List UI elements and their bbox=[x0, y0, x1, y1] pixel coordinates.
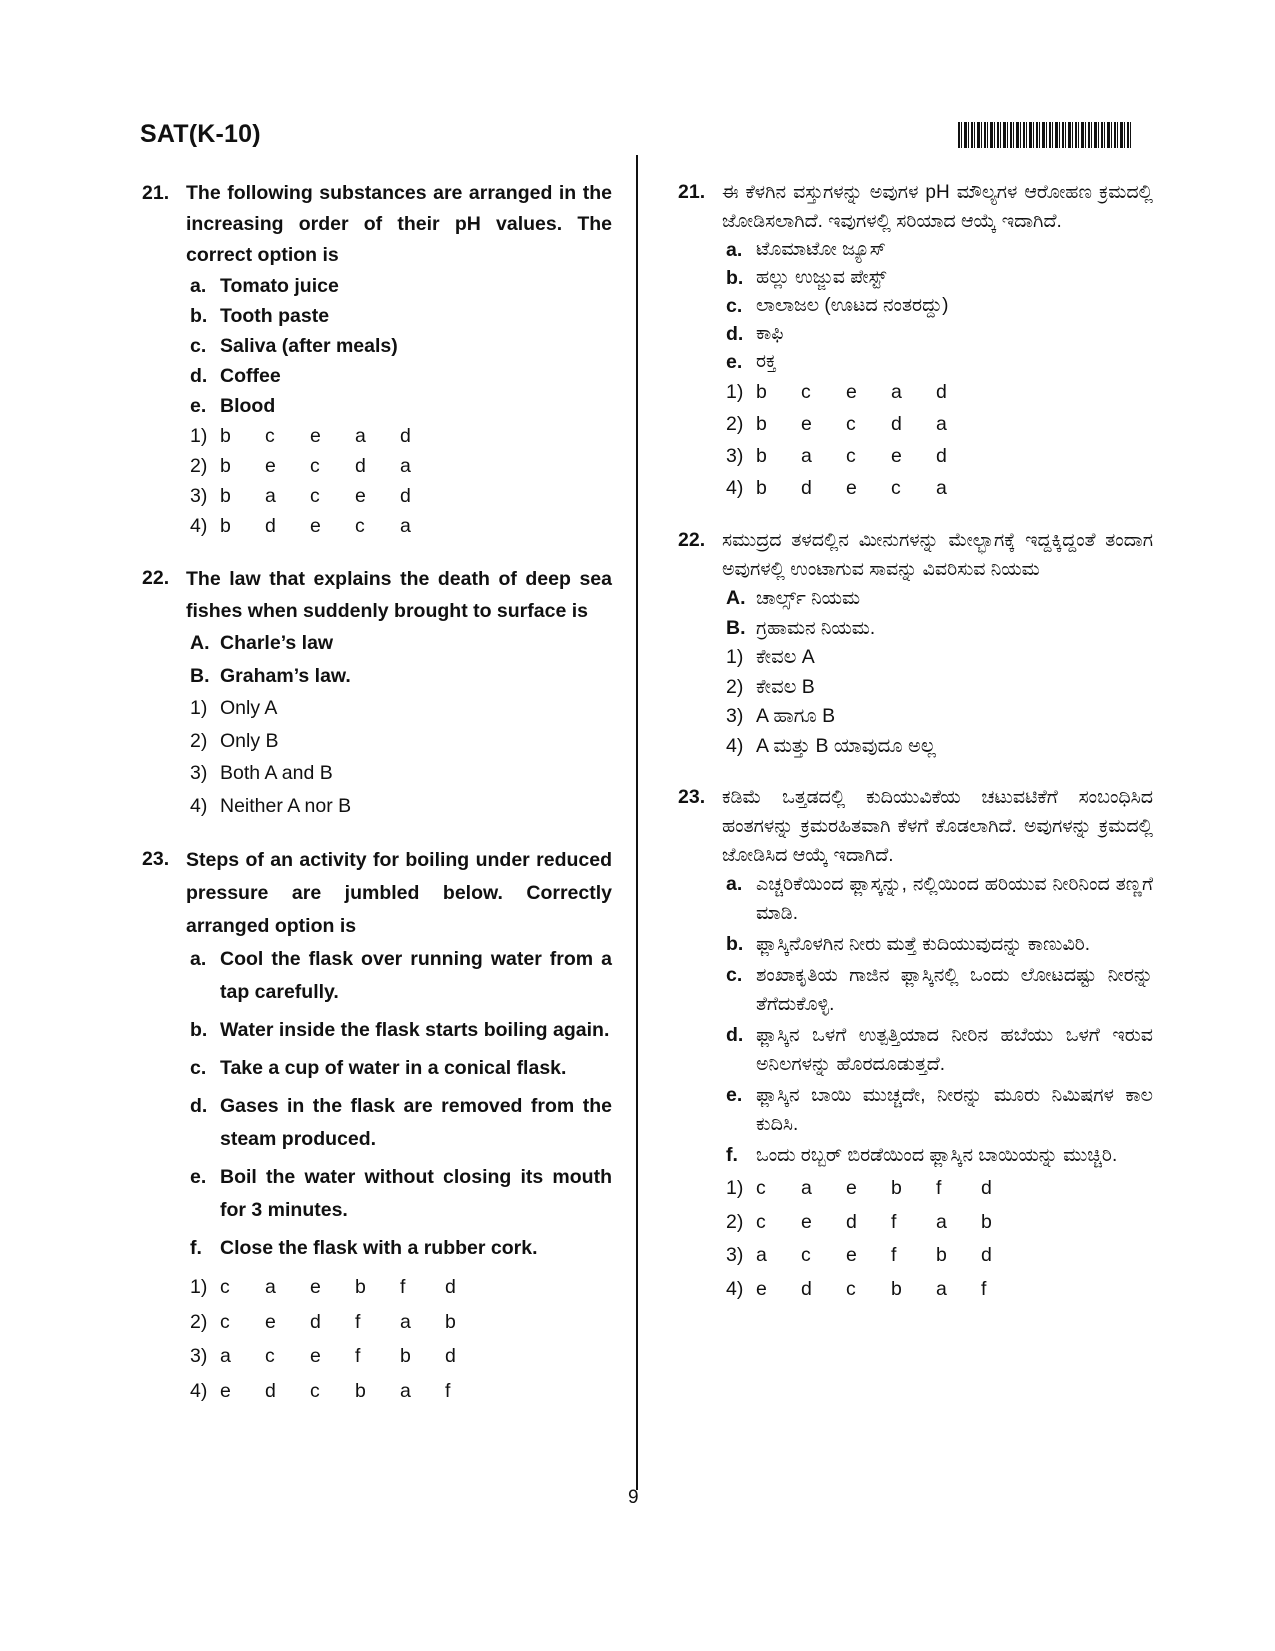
answer-sequence-letter: a bbox=[400, 1379, 411, 1402]
answer-sequence-letter: d bbox=[445, 1345, 456, 1367]
option-label: c. bbox=[190, 335, 207, 357]
answer-number: 2) bbox=[190, 1310, 208, 1333]
answer-sequence-letter: a bbox=[936, 477, 947, 499]
option-text: Close the flask with a rubber cork. bbox=[220, 1237, 538, 1259]
answer-choices bbox=[726, 376, 1153, 504]
question-number: 21. bbox=[142, 182, 170, 204]
answer-choice bbox=[190, 725, 612, 758]
answer-sequence-letter: c bbox=[220, 1310, 230, 1333]
question-stem bbox=[142, 563, 612, 627]
answer-sequence-letter: d bbox=[265, 515, 276, 537]
answer-sequence-letter: f bbox=[936, 1177, 942, 1199]
answer-sequence-letter: e bbox=[801, 1210, 812, 1233]
answer-sequence-letter: b bbox=[756, 381, 767, 403]
answer-number: 1) bbox=[726, 381, 744, 403]
answer-choice bbox=[726, 673, 1153, 703]
answer-choice bbox=[190, 692, 612, 725]
kannada-column bbox=[678, 178, 1153, 1328]
answer-sequence-letter: e bbox=[310, 1345, 321, 1367]
answer-sequence-letter: b bbox=[355, 1379, 366, 1402]
answer-number: 3) bbox=[726, 445, 744, 467]
answer-choices bbox=[190, 421, 612, 541]
option-text: Coffee bbox=[220, 365, 281, 387]
question-22 bbox=[142, 563, 612, 822]
answer-sequence-letter: a bbox=[265, 1276, 276, 1298]
answer-number: 3) bbox=[190, 762, 208, 784]
answer-sequence-letter: d bbox=[936, 381, 947, 403]
answer-sequence-letter: c bbox=[265, 1345, 275, 1367]
option-label: B. bbox=[726, 616, 746, 639]
answer-sequence-letter: f bbox=[891, 1210, 897, 1233]
answer-choice bbox=[726, 1172, 1153, 1206]
answer-sequence-letter: b bbox=[220, 425, 231, 447]
option-text: ಕಾಫಿ bbox=[756, 323, 784, 344]
option-item bbox=[190, 1161, 612, 1227]
option-item bbox=[190, 391, 612, 421]
question-21 bbox=[142, 178, 612, 541]
answer-sequence-letter: c bbox=[310, 1379, 320, 1402]
answer-choice bbox=[190, 421, 612, 451]
answer-number: 1) bbox=[190, 1276, 208, 1298]
option-item bbox=[726, 320, 1153, 348]
option-item bbox=[726, 1021, 1153, 1079]
answer-sequence-letter: b bbox=[756, 477, 767, 499]
answer-sequence-letter: d bbox=[936, 445, 947, 467]
question-stem bbox=[678, 526, 1153, 584]
question-number: 23. bbox=[678, 786, 706, 808]
answer-choice bbox=[190, 481, 612, 511]
answer-number: 4) bbox=[726, 1277, 744, 1300]
answer-sequence-letter: e bbox=[846, 477, 857, 499]
answer-choices bbox=[726, 643, 1153, 761]
option-item bbox=[190, 271, 612, 301]
option-label: e. bbox=[726, 1084, 743, 1106]
answer-number: 2) bbox=[190, 455, 208, 477]
answer-sequence-letter: a bbox=[936, 1210, 947, 1233]
option-label: e. bbox=[190, 1166, 207, 1188]
answer-sequence-letter: a bbox=[801, 445, 812, 467]
option-list bbox=[190, 271, 612, 421]
answer-sequence-letter: f bbox=[445, 1379, 451, 1402]
question-number: 21. bbox=[678, 181, 706, 203]
answer-text: A ಮತ್ತು B ಯಾವುದೂ ಅಲ್ಲ bbox=[756, 734, 936, 757]
answer-sequence-letter: f bbox=[355, 1310, 361, 1333]
answer-number: 4) bbox=[190, 1379, 208, 1402]
answer-choice bbox=[190, 1374, 612, 1409]
exam-code: SAT(K-10) bbox=[140, 120, 261, 148]
option-label: a. bbox=[726, 873, 743, 895]
question-stem bbox=[678, 178, 1153, 236]
option-text: Charle’s law bbox=[220, 632, 334, 654]
answer-choice bbox=[726, 643, 1153, 673]
answer-sequence-letter: c bbox=[801, 1244, 811, 1266]
answer-number: 2) bbox=[190, 729, 208, 752]
answer-sequence-letter: a bbox=[891, 381, 902, 403]
question-21 bbox=[678, 178, 1153, 504]
answer-sequence-letter: e bbox=[846, 381, 857, 403]
option-label: e. bbox=[190, 395, 207, 417]
option-list bbox=[190, 943, 612, 1265]
answer-sequence-letter: a bbox=[355, 425, 366, 447]
option-item bbox=[726, 584, 1153, 614]
answer-sequence-letter: e bbox=[310, 425, 321, 447]
option-item bbox=[726, 614, 1153, 644]
option-item bbox=[190, 1014, 612, 1047]
question-stem bbox=[678, 783, 1153, 870]
option-label: e. bbox=[726, 351, 743, 373]
question-text: The law that explains the death of deep sea fishes when suddenly brought to surface is bbox=[186, 568, 612, 622]
option-text: ಗ್ರಹಾಮನ ನಿಯಮ. bbox=[756, 617, 876, 639]
answer-sequence-letter: c bbox=[756, 1210, 766, 1233]
option-label: c. bbox=[726, 295, 743, 317]
answer-sequence-letter: e bbox=[846, 1177, 857, 1199]
option-label: c. bbox=[726, 964, 743, 986]
option-item bbox=[726, 961, 1153, 1019]
answer-number: 4) bbox=[726, 734, 744, 757]
answer-number: 4) bbox=[726, 477, 744, 499]
barcode bbox=[958, 122, 1132, 148]
answer-sequence-letter: d bbox=[891, 413, 902, 435]
answer-choice bbox=[190, 1305, 612, 1340]
answer-sequence-letter: a bbox=[756, 1244, 767, 1266]
answer-choice bbox=[726, 1206, 1153, 1240]
option-item bbox=[190, 1232, 612, 1265]
answer-text: Neither A nor B bbox=[220, 794, 352, 817]
option-label: b. bbox=[190, 1019, 208, 1041]
answer-choice bbox=[726, 472, 1153, 504]
answer-sequence-letter: f bbox=[891, 1244, 897, 1266]
answer-choice bbox=[726, 732, 1153, 762]
answer-number: 3) bbox=[190, 1345, 208, 1367]
answer-choice bbox=[190, 451, 612, 481]
answer-sequence-letter: c bbox=[756, 1177, 766, 1199]
option-label: A. bbox=[726, 587, 746, 609]
answer-sequence-letter: e bbox=[801, 413, 812, 435]
question-22 bbox=[678, 526, 1153, 761]
option-text: ಎಚ್ಚರಿಕೆಯಿಂದ ಫ್ಲಾಸ್ಕನ್ನು, ನಲ್ಲಿಯಿಂದ ಹರಿಯುವ ನೀರಿನಿಂದ ತಣ್ಣಗೆ ಮಾಡಿ. bbox=[756, 874, 1153, 924]
answer-sequence-letter: e bbox=[355, 485, 366, 507]
option-label: b. bbox=[726, 267, 744, 289]
option-label: f. bbox=[190, 1237, 202, 1259]
answer-choice bbox=[726, 702, 1153, 732]
option-item bbox=[190, 1090, 612, 1156]
option-text: ಫ್ಲಾಸ್ಕಿನ ಒಳಗೆ ಉತ್ಪತ್ತಿಯಾದ ನೀರಿನ ಹಬೆಯು ಒಳಗೆ ಇರುವ ಅನಿಲಗಳನ್ನು ಹೊರದೂಡುತ್ತದೆ. bbox=[756, 1025, 1153, 1075]
answer-text: ಕೇವಲ B bbox=[756, 675, 815, 698]
answer-sequence-letter: d bbox=[981, 1177, 992, 1199]
option-item bbox=[190, 331, 612, 361]
option-label: d. bbox=[726, 1024, 744, 1046]
option-text: ಹಲ್ಲು ಉಜ್ಜುವ ಪೇಸ್ಟ್ bbox=[756, 267, 887, 288]
option-text: Tomato juice bbox=[220, 275, 339, 297]
answer-sequence-letter: d bbox=[400, 425, 411, 447]
option-label: a. bbox=[190, 275, 207, 297]
answer-choice bbox=[726, 1239, 1153, 1273]
answer-sequence-letter: b bbox=[355, 1276, 366, 1298]
answer-choice bbox=[726, 408, 1153, 440]
option-text: Take a cup of water in a conical flask. bbox=[220, 1057, 567, 1079]
option-list bbox=[726, 584, 1153, 643]
option-text: ಟೊಮಾಟೋ ಜ್ಯೂಸ್ bbox=[756, 239, 886, 260]
answer-sequence-letter: b bbox=[445, 1310, 456, 1333]
question-text: ಕಡಿಮೆ ಒತ್ತಡದಲ್ಲಿ ಕುದಿಯುವಿಕೆಯ ಚಟುವಟಿಕೆಗೆ ಸಂಬಂಧಿಸಿದ ಹಂತಗಳನ್ನು ಕ್ರಮರಹಿತವಾಗಿ ಕೆಳಗೆ ಕೊಡಲಾಗಿದೆ. ಅವುಗಳನ್ನು ಕ್ರಮದಲ್ಲಿ ಜೋಡಿಸಿದ ಆಯ್ಕೆ ಇದಾಗಿದೆ. bbox=[722, 787, 1153, 866]
question-stem bbox=[142, 178, 612, 271]
option-text: ರಕ್ತ bbox=[756, 351, 777, 372]
option-item bbox=[190, 301, 612, 331]
option-label: a. bbox=[726, 239, 743, 261]
answer-sequence-letter: d bbox=[355, 455, 366, 477]
answer-sequence-letter: e bbox=[310, 515, 321, 537]
question-number: 22. bbox=[142, 567, 170, 589]
question-23 bbox=[142, 844, 612, 1408]
answer-sequence-letter: e bbox=[265, 455, 276, 477]
answer-choice bbox=[726, 440, 1153, 472]
option-item bbox=[726, 1141, 1153, 1170]
question-text: The following substances are arranged in the increasing order of their pH values. The correct option is bbox=[186, 182, 612, 266]
answer-choice bbox=[190, 511, 612, 541]
answer-sequence-letter: a bbox=[400, 455, 411, 477]
answer-sequence-letter: b bbox=[220, 455, 231, 477]
answer-sequence-letter: d bbox=[265, 1379, 276, 1402]
option-text: Cool the flask over running water from a tap carefully. bbox=[220, 948, 612, 1003]
option-label: B. bbox=[190, 664, 210, 687]
option-label: d. bbox=[190, 365, 208, 387]
answer-text: Only B bbox=[220, 729, 279, 752]
option-text: ಚಾರ್ಲ್ಸ್ ನಿಯಮ bbox=[756, 588, 861, 609]
option-item bbox=[726, 292, 1153, 320]
answer-sequence-letter: b bbox=[981, 1210, 992, 1233]
answer-sequence-letter: c bbox=[310, 485, 320, 507]
answer-sequence-letter: a bbox=[220, 1345, 231, 1367]
question-number: 23. bbox=[142, 848, 170, 870]
option-item bbox=[726, 1081, 1153, 1139]
option-label: b. bbox=[190, 305, 208, 327]
option-text: Water inside the flask starts boiling again. bbox=[220, 1019, 610, 1041]
option-label: d. bbox=[190, 1095, 208, 1117]
option-item bbox=[726, 930, 1153, 959]
option-label: c. bbox=[190, 1057, 207, 1079]
answer-choices bbox=[726, 1172, 1153, 1306]
answer-sequence-letter: e bbox=[756, 1277, 767, 1300]
answer-sequence-letter: a bbox=[265, 485, 276, 507]
answer-sequence-letter: c bbox=[846, 1277, 856, 1300]
answer-sequence-letter: a bbox=[936, 413, 947, 435]
answer-sequence-letter: f bbox=[355, 1345, 361, 1367]
answer-number: 1) bbox=[726, 646, 744, 668]
answer-sequence-letter: e bbox=[310, 1276, 321, 1298]
option-text: ಫ್ಲಾಸ್ಕಿನ ಬಾಯಿ ಮುಚ್ಚದೇ, ನೀರನ್ನು ಮೂರು ನಿಮಿಷಗಳ ಕಾಲ ಕುದಿಸಿ. bbox=[756, 1085, 1153, 1135]
question-text: Steps of an activity for boiling under reduced pressure are jumbled below. Correctly arranged option is bbox=[186, 849, 612, 937]
answer-sequence-letter: c bbox=[310, 455, 320, 477]
answer-sequence-letter: c bbox=[846, 413, 856, 435]
answer-sequence-letter: e bbox=[265, 1310, 276, 1333]
answer-sequence-letter: b bbox=[220, 485, 231, 507]
answer-sequence-letter: a bbox=[400, 515, 411, 537]
answer-choice bbox=[726, 1273, 1153, 1307]
column-divider bbox=[636, 155, 638, 1490]
answer-text: A ಹಾಗೂ B bbox=[756, 705, 836, 727]
answer-choice bbox=[726, 376, 1153, 408]
answer-sequence-letter: d bbox=[981, 1244, 992, 1266]
option-list bbox=[726, 236, 1153, 376]
answer-sequence-letter: e bbox=[891, 445, 902, 467]
answer-sequence-letter: f bbox=[981, 1277, 987, 1300]
option-text: ಶಂಖಾಕೃತಿಯ ಗಾಜಿನ ಫ್ಲಾಸ್ಕಿನಲ್ಲಿ ಒಂದು ಲೋಟದಷ್ಟು ನೀರನ್ನು ತೆಗೆದುಕೊಳ್ಳಿ. bbox=[756, 965, 1153, 1015]
answer-sequence-letter: a bbox=[801, 1177, 812, 1199]
answer-sequence-letter: e bbox=[220, 1379, 231, 1402]
page-number: 9 bbox=[628, 1487, 639, 1508]
answer-sequence-letter: d bbox=[400, 485, 411, 507]
option-label: A. bbox=[190, 632, 210, 654]
answer-text: Only A bbox=[220, 697, 278, 719]
answer-number: 2) bbox=[726, 413, 744, 435]
answer-sequence-letter: f bbox=[400, 1276, 406, 1298]
option-text: Tooth paste bbox=[220, 305, 330, 327]
answer-sequence-letter: c bbox=[220, 1276, 230, 1298]
answer-number: 3) bbox=[726, 1244, 744, 1266]
answer-choices bbox=[190, 692, 612, 822]
answer-sequence-letter: c bbox=[265, 425, 275, 447]
answer-number: 1) bbox=[190, 697, 208, 719]
question-text: ಸಮುದ್ರದ ತಳದಲ್ಲಿನ ಮೀನುಗಳನ್ನು ಮೇಲ್ಭಾಗಕ್ಕೆ ಇದ್ದಕ್ಕಿದ್ದಂತೆ ತಂದಾಗ ಅವುಗಳಲ್ಲಿ ಉಂಟಾಗುವ ಸಾವನ್ನು ವಿವರಿಸುವ ನಿಯಮ bbox=[722, 530, 1153, 580]
answer-choices bbox=[190, 1270, 612, 1408]
question-number: 22. bbox=[678, 529, 706, 551]
option-item bbox=[726, 348, 1153, 376]
answer-sequence-letter: b bbox=[756, 445, 767, 467]
answer-sequence-letter: a bbox=[936, 1277, 947, 1300]
option-text: ಲಾಲಾಜಲ (ಊಟದ ನಂತರದ್ದು) bbox=[756, 295, 949, 316]
answer-number: 3) bbox=[726, 705, 744, 727]
option-text: ಒಂದು ರಬ್ಬರ್ ಬಿರಡೆಯಿಂದ ಫ್ಲಾಸ್ಕಿನ ಬಾಯಿಯನ್ನು ಮುಚ್ಚಿರಿ. bbox=[756, 1145, 1118, 1166]
answer-sequence-letter: c bbox=[846, 445, 856, 467]
answer-sequence-letter: b bbox=[891, 1177, 902, 1199]
answer-text: Both A and B bbox=[220, 762, 333, 784]
option-item bbox=[726, 870, 1153, 928]
answer-number: 2) bbox=[726, 1210, 744, 1233]
answer-number: 2) bbox=[726, 675, 744, 698]
option-label: d. bbox=[726, 323, 744, 345]
option-text: Saliva (after meals) bbox=[220, 335, 398, 357]
answer-sequence-letter: b bbox=[400, 1345, 411, 1367]
option-list bbox=[726, 870, 1153, 1170]
question-stem bbox=[142, 844, 612, 943]
option-label: b. bbox=[726, 933, 744, 955]
answer-sequence-letter: d bbox=[846, 1210, 857, 1233]
answer-number: 4) bbox=[190, 794, 208, 817]
option-label: f. bbox=[726, 1144, 738, 1166]
answer-number: 3) bbox=[190, 485, 208, 507]
answer-sequence-letter: b bbox=[756, 413, 767, 435]
option-item bbox=[190, 627, 612, 660]
answer-sequence-letter: d bbox=[801, 477, 812, 499]
answer-choice bbox=[190, 1339, 612, 1374]
answer-number: 1) bbox=[190, 425, 208, 447]
answer-sequence-letter: d bbox=[801, 1277, 812, 1300]
option-list bbox=[190, 627, 612, 692]
answer-sequence-letter: e bbox=[846, 1244, 857, 1266]
option-item bbox=[190, 1052, 612, 1085]
option-text: Boil the water without closing its mouth for 3 minutes. bbox=[220, 1166, 612, 1221]
question-text: ಈ ಕೆಳಗಿನ ವಸ್ತುಗಳನ್ನು ಅವುಗಳ pH ಮೌಲ್ಯಗಳ ಆರೋಹಣ ಕ್ರಮದಲ್ಲಿ ಜೋಡಿಸಲಾಗಿದೆ. ಇವುಗಳಲ್ಲಿ ಸರಿಯಾದ ಆಯ್ಕೆ ಇದಾಗಿದೆ. bbox=[722, 182, 1153, 232]
answer-sequence-letter: b bbox=[891, 1277, 902, 1300]
option-text: ಫ್ಲಾಸ್ಕಿನೊಳಗಿನ ನೀರು ಮತ್ತೆ ಕುದಿಯುವುದನ್ನು ಕಾಣುವಿರಿ. bbox=[756, 934, 1091, 955]
answer-number: 1) bbox=[726, 1177, 744, 1199]
answer-sequence-letter: b bbox=[220, 515, 231, 537]
answer-choice bbox=[190, 790, 612, 823]
answer-sequence-letter: c bbox=[355, 515, 365, 537]
answer-sequence-letter: d bbox=[445, 1276, 456, 1298]
option-text: Graham’s law. bbox=[220, 664, 351, 687]
option-item bbox=[726, 264, 1153, 292]
option-item bbox=[190, 361, 612, 391]
answer-number: 4) bbox=[190, 515, 208, 537]
option-item bbox=[190, 660, 612, 693]
option-text: Gases in the flask are removed from the steam produced. bbox=[220, 1095, 612, 1150]
english-column bbox=[142, 178, 612, 1430]
answer-sequence-letter: d bbox=[310, 1310, 321, 1333]
answer-choice bbox=[190, 1270, 612, 1305]
option-item bbox=[726, 236, 1153, 264]
option-label: a. bbox=[190, 948, 207, 970]
option-item bbox=[190, 943, 612, 1009]
question-23 bbox=[678, 783, 1153, 1306]
answer-choice bbox=[190, 757, 612, 790]
answer-sequence-letter: c bbox=[801, 381, 811, 403]
answer-sequence-letter: a bbox=[400, 1310, 411, 1333]
answer-text: ಕೇವಲ A bbox=[756, 646, 815, 668]
answer-sequence-letter: b bbox=[936, 1244, 947, 1266]
answer-sequence-letter: c bbox=[891, 477, 901, 499]
option-text: Blood bbox=[220, 395, 276, 417]
